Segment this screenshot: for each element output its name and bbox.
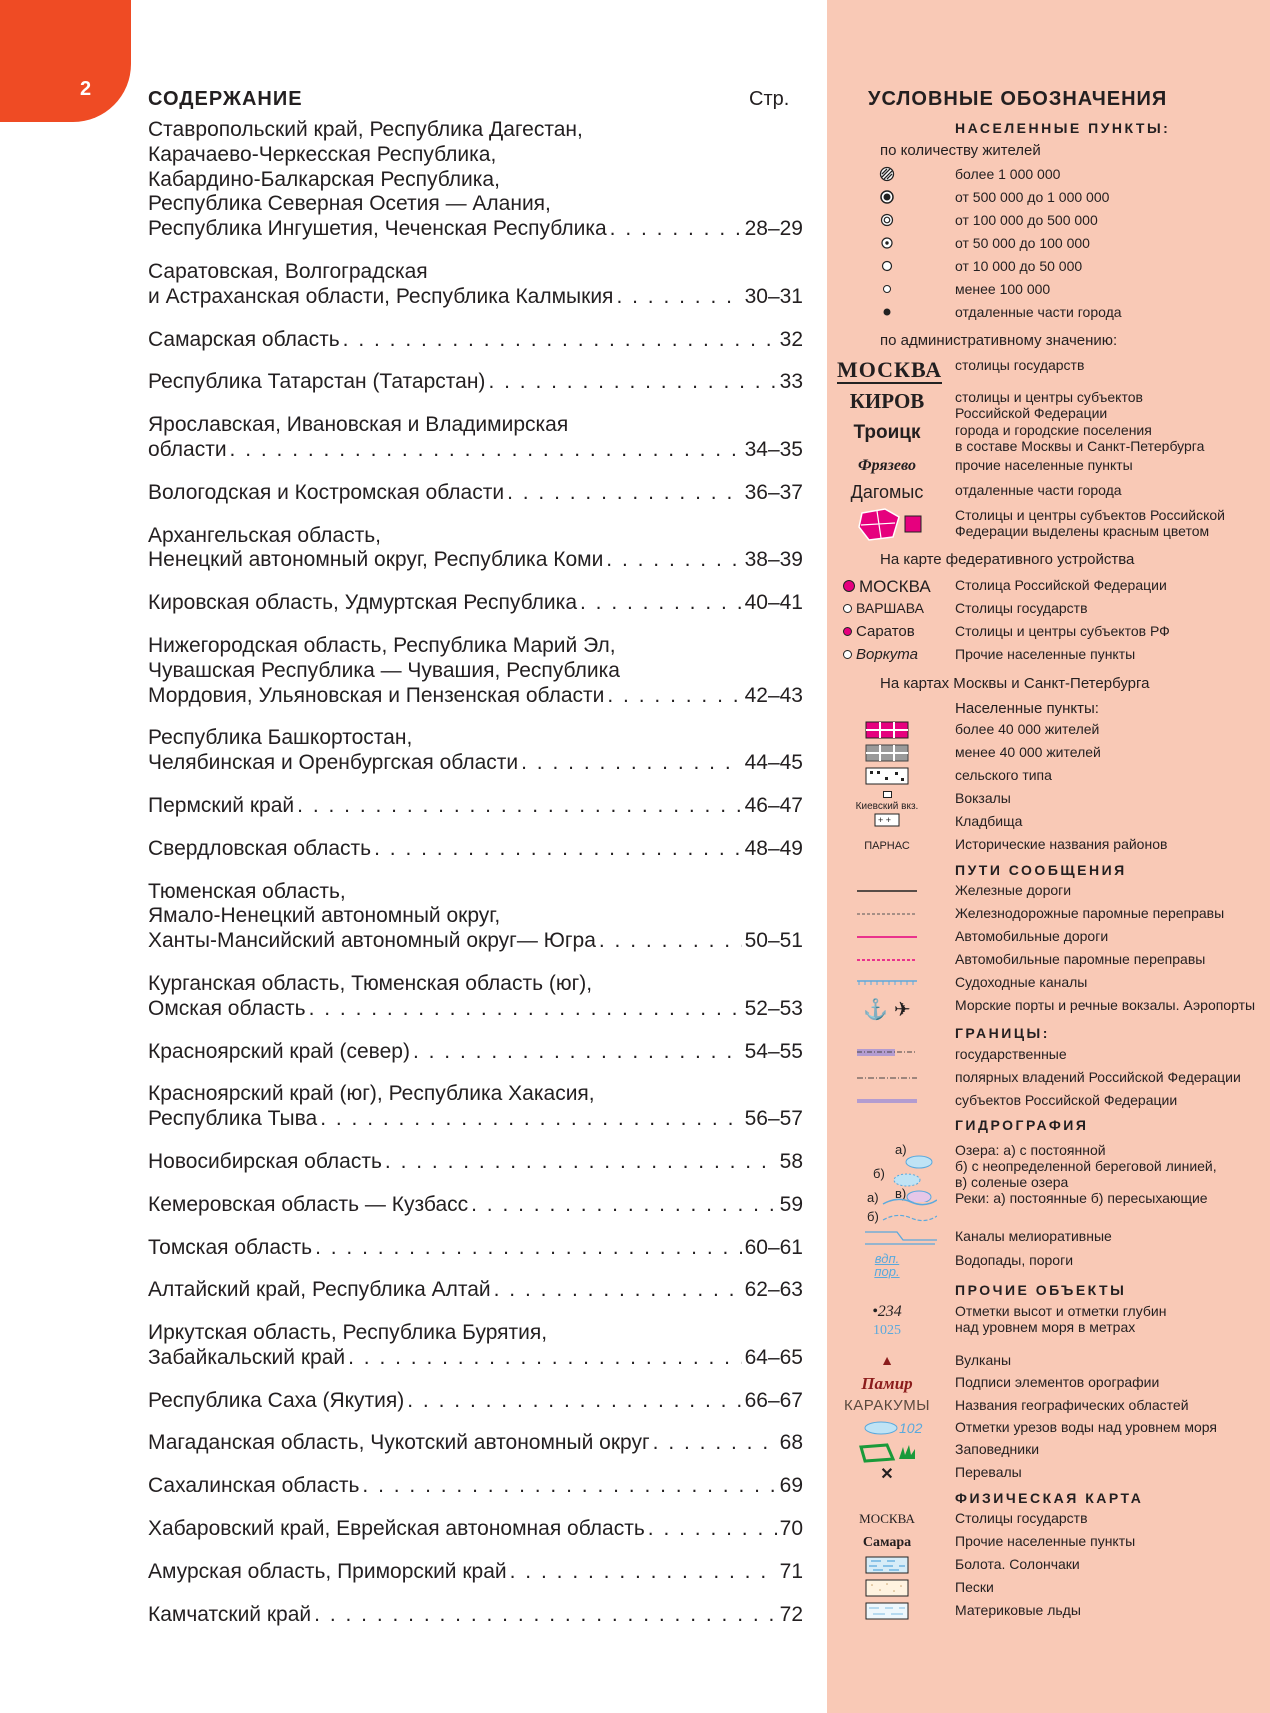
toc-page-number: 64–65 [744, 1345, 803, 1369]
federal-item-text: Столицы государств [955, 600, 1088, 616]
toc-entry-last-line [148, 1107, 803, 1132]
physical-item-symbol: Самара [862, 1535, 912, 1550]
physical-item-text: Прочие населенные пункты [955, 1533, 1136, 1549]
population-subheader: по количеству жителей [880, 142, 1041, 159]
toc-entry-title: Республика Тыва [148, 1107, 318, 1131]
toc-page-number: 59 [779, 1192, 803, 1216]
toc-entry-last-line [148, 1517, 803, 1542]
toc-entry-last-line [148, 1150, 803, 1175]
toc-entry-line: Чувашская Республика — Чувашия, Республика [148, 658, 620, 682]
admin-item-text: прочие населенные пункты [955, 457, 1133, 473]
toc-entry[interactable] [148, 1040, 803, 1065]
toc-entry[interactable] [148, 1321, 803, 1371]
toc-page-number: 54–55 [744, 1039, 803, 1063]
population-item-symbol [837, 304, 937, 325]
moscow-item-text: Исторические названия районов [955, 836, 1168, 852]
moscow-subheader: На картах Москвы и Санкт-Петербурга [880, 675, 1150, 692]
toc-entry-line: Саратовская, Волгоградская [148, 259, 428, 283]
physical-item-text: Пески [955, 1579, 994, 1595]
toc-entry-last-line [148, 1040, 803, 1065]
dot-leader [315, 1236, 742, 1261]
route-item-text: Автомобильные дороги [955, 928, 1109, 944]
toc-entry-title: Томская область [148, 1235, 313, 1259]
dot-leader [297, 794, 741, 819]
lakes-item-text: Озера: а) с постоянной б) с неопределенной береговой линией, в) соленые озера [955, 1142, 1217, 1190]
physical-header: ФИЗИЧЕСКАЯ КАРТА [955, 1490, 1144, 1506]
route-item-text: Железные дороги [955, 882, 1072, 898]
toc-entry-last-line [148, 285, 803, 310]
federal-item-text: Прочие населенные пункты [955, 646, 1136, 662]
toc-entry-title: Ханты-Мансийский автономный округ— Югра [148, 929, 596, 953]
dot-leader [610, 217, 742, 242]
admin-item-text: города и городские поселения в составе Москвы и Санкт-Петербурга [955, 422, 1205, 454]
toc-entry-last-line [148, 548, 803, 573]
dot-leader [507, 481, 742, 506]
toc-entry-last-line [148, 1431, 803, 1456]
hydro-header: ГИДРОГРАФИЯ [955, 1117, 1089, 1133]
toc-page-number: 46–47 [744, 793, 803, 817]
moscow-item-text: Кладбища [955, 813, 1023, 829]
toc-entry-title: Кемеровская область — Кузбасс [148, 1192, 469, 1216]
moscow-item-text: менее 40 000 жителей [955, 744, 1101, 760]
toc-entry-title: Магаданская область, Чукотский автономный округ [148, 1431, 650, 1455]
toc-entry-last-line [148, 1278, 803, 1303]
dot-leader [616, 285, 741, 310]
toc-page-number: 66–67 [744, 1388, 803, 1412]
toc-page-number: 50–51 [744, 929, 803, 953]
toc-entry-last-line [148, 217, 803, 242]
toc-entry-title: Алтайский край, Республика Алтай [148, 1278, 491, 1302]
toc-page-number: 56–57 [744, 1107, 803, 1131]
admin-item-symbol [837, 507, 937, 546]
toc-entry-line: Кабардино-Балкарская Республика, [148, 167, 500, 191]
rivers-item-text: Реки: а) постоянные б) пересыхающие [955, 1190, 1208, 1206]
geo-area-item-symbol: КАРАКУМЫ [844, 1397, 930, 1414]
toc-entry-last-line [148, 997, 803, 1022]
toc-entry-line: Курганская область, Тюменская область (юг), [148, 971, 593, 995]
admin-subheader: по административному значению: [880, 332, 1118, 349]
toc-entry-line: Красноярский край (юг), Республика Хакасия, [148, 1082, 595, 1106]
toc-page-number: 38–39 [744, 548, 803, 572]
toc-entry[interactable] [148, 1389, 803, 1414]
moscow-item-text: Вокзалы [955, 790, 1011, 806]
toc-entry-last-line [148, 1193, 803, 1218]
toc-entry-title: Мордовия, Ульяновская и Пензенская области [148, 683, 605, 707]
toc-page-number: 40–41 [744, 591, 803, 615]
dot-leader [385, 1150, 777, 1175]
physical-item-symbol [837, 1556, 937, 1579]
admin-item-symbol: Дагомыс [850, 482, 924, 502]
border-item-symbol [837, 1069, 937, 1087]
toc-entry[interactable] [148, 726, 803, 776]
dot-leader [606, 548, 741, 573]
admin-item-text: столицы государств [955, 357, 1085, 373]
physical-item-text: Болота. Солончаки [955, 1556, 1080, 1572]
population-item-symbol [837, 212, 937, 233]
route-item-symbol [837, 974, 937, 992]
admin-item-text: Столицы и центры субъектов Российской Федерации выделены красным цветом [955, 507, 1225, 539]
toc-entry[interactable] [148, 972, 803, 1022]
toc-page-number: 44–45 [744, 751, 803, 775]
toc-entry-last-line [148, 751, 803, 776]
falls-item-symbol: вдп. пор. [874, 1251, 900, 1279]
water-level-item-text: Отметки урезов воды над уровнем моря [955, 1419, 1217, 1435]
federal-subheader: На карте федеративного устройства [880, 551, 1135, 568]
population-item-symbol [837, 166, 937, 187]
elevation-item-text: Отметки высот и отметки глубин над уровнем моря в метрах [955, 1303, 1167, 1335]
dot-leader [309, 997, 742, 1022]
dot-leader [343, 328, 777, 353]
physical-item-text: Столицы государств [955, 1510, 1088, 1526]
toc-page-number: 62–63 [744, 1278, 803, 1302]
moscow-item-symbol [837, 813, 937, 832]
dot-leader [648, 1517, 777, 1542]
route-item-text: Судоходные каналы [955, 974, 1088, 990]
dot-leader [510, 1560, 777, 1585]
toc-entry-title: Челябинская и Оренбургская области [148, 751, 519, 775]
toc-entry[interactable] [148, 591, 803, 616]
route-item-symbol [837, 882, 937, 900]
physical-item-symbol: МОСКВА [859, 1511, 915, 1526]
toc-entry[interactable] [148, 328, 803, 353]
routes-header: ПУТИ СООБЩЕНИЯ [955, 862, 1127, 878]
route-item-symbol: ⚓ ✈ [863, 999, 911, 1021]
toc-entry-title: Свердловская область [148, 836, 372, 860]
toc-entry-title: области [148, 437, 227, 461]
toc-entry-title: Вологодская и Костромская области [148, 480, 505, 504]
toc-entry[interactable] [148, 260, 803, 310]
toc-entry-last-line [148, 1603, 803, 1628]
admin-item-symbol: КИРОВ [849, 389, 925, 413]
reserve-item-text: Заповедники [955, 1441, 1040, 1457]
toc-entry-line: Тюменская область, [148, 879, 346, 903]
population-item-text: от 10 000 до 50 000 [955, 258, 1083, 274]
toc-entry[interactable] [148, 1150, 803, 1175]
toc-entry-title: Новосибирская область [148, 1149, 382, 1173]
federal-item-text: Столица Российской Федерации [955, 577, 1167, 593]
route-item-text: Морские порты и речные вокзалы. Аэропорты [955, 997, 1256, 1013]
toc-entry-title: и Астраханская области, Республика Калмыкия [148, 284, 614, 308]
toc-entry-last-line [148, 794, 803, 819]
toc-entry-last-line [148, 1236, 803, 1261]
volcano-item-text: Вулканы [955, 1352, 1012, 1368]
toc-entry-title: Сахалинская область [148, 1474, 360, 1498]
toc-entry-last-line [148, 591, 803, 616]
dot-leader [607, 684, 741, 709]
toc-entry-title: Пермский край [148, 793, 295, 817]
toc-entry[interactable] [148, 1474, 803, 1499]
toc-entry-title: Омская область [148, 996, 306, 1020]
toc-entry[interactable] [148, 1278, 803, 1303]
dot-leader [348, 1346, 741, 1371]
legend-title: УСЛОВНЫЕ ОБОЗНАЧЕНИЯ [868, 88, 1168, 110]
dot-leader [599, 929, 742, 954]
toc-entry[interactable] [148, 1517, 803, 1542]
population-item-text: от 500 000 до 1 000 000 [955, 189, 1110, 205]
border-item-symbol [837, 1092, 937, 1110]
canals-item-text: Каналы мелиоративные [955, 1228, 1112, 1244]
toc-entry-line: Иркутская область, Республика Бурятия, [148, 1321, 548, 1345]
federal-item-symbol: Саратов [843, 623, 943, 641]
route-item-symbol [837, 905, 937, 923]
orography-item-text: Подписи элементов орографии [955, 1374, 1160, 1390]
toc-entry-title: Амурская область, Приморский край [148, 1559, 507, 1583]
dot-leader [471, 1193, 777, 1218]
physical-item-text: Материковые льды [955, 1602, 1081, 1618]
elevation-item-symbol: •234 1025 [872, 1303, 902, 1338]
dot-leader [653, 1431, 777, 1456]
svg-text:в): в) [895, 1186, 907, 1201]
toc-entry-last-line [148, 438, 803, 463]
toc-entry-title: Красноярский край (север) [148, 1039, 410, 1063]
svg-text:а): а) [895, 1142, 907, 1157]
toc-entry-last-line [148, 1474, 803, 1499]
page-tab [0, 0, 131, 122]
moscow-item-symbol [837, 744, 937, 767]
toc-page-header: Стр. [749, 88, 790, 110]
geo-area-item-text: Названия географических областей [955, 1397, 1189, 1413]
border-item-text: субъектов Российской Федерации [955, 1092, 1178, 1108]
population-item-text: менее 100 000 [955, 281, 1051, 297]
toc-entry-last-line [148, 481, 803, 506]
toc-page-number: 58 [779, 1149, 803, 1173]
moscow-item-symbol: ПАРНАС [864, 840, 910, 852]
admin-item-text: отдаленные части города [955, 482, 1122, 498]
settlements-header: НАСЕЛЕННЫЕ ПУНКТЫ: [955, 120, 1171, 136]
toc-entry[interactable] [148, 1236, 803, 1261]
federal-item-symbol: МОСКВА [843, 577, 943, 597]
admin-item-text: столицы и центры субъектов Российской Федерации [955, 389, 1143, 421]
toc-list [148, 118, 803, 1627]
svg-text:102: 102 [899, 1420, 923, 1436]
toc-entry-title: Республика Саха (Якутия) [148, 1388, 405, 1412]
federal-item-text: Столицы и центры субъектов РФ [955, 623, 1170, 639]
canals-item-symbol [837, 1228, 937, 1253]
svg-text:б): б) [873, 1166, 885, 1181]
moscow-item-symbol [837, 767, 937, 790]
dot-leader [320, 1107, 741, 1132]
population-item-text: более 1 000 000 [955, 166, 1061, 182]
toc-entry-last-line [148, 370, 803, 395]
toc-entry[interactable] [148, 370, 803, 395]
volcano-item-symbol: ▲ [880, 1352, 894, 1368]
toc-entry[interactable] [148, 794, 803, 819]
toc-page-number: 34–35 [744, 437, 803, 461]
page-number: 2 [80, 78, 92, 100]
toc-entry-line: Республика Северная Осетия — Алания, [148, 192, 551, 216]
toc-entry-line: Республика Башкортостан, [148, 726, 413, 750]
toc-entry[interactable] [148, 837, 803, 862]
toc-entry[interactable] [148, 1082, 803, 1132]
toc-page-number: 68 [779, 1431, 803, 1455]
toc-entry-line: Архангельская область, [148, 523, 381, 547]
border-item-text: государственные [955, 1046, 1067, 1062]
toc-entry-title: Кировская область, Удмуртская Республика [148, 591, 577, 615]
toc-entry-title: Республика Ингушетия, Чеченская Республика [148, 217, 607, 241]
federal-item-symbol: Воркута [843, 646, 943, 664]
toc-entry-last-line [148, 1389, 803, 1414]
dot-leader [488, 370, 776, 395]
route-item-symbol [837, 928, 937, 946]
toc-entry-line: Ярославская, Ивановская и Владимирская [148, 413, 569, 437]
table-of-contents [148, 84, 803, 1645]
toc-entry[interactable] [148, 118, 803, 242]
moscow-item-text: более 40 000 жителей [955, 721, 1100, 737]
admin-item-symbol: МОСКВА [837, 357, 943, 382]
toc-entry-title: Забайкальский край [148, 1345, 346, 1369]
toc-entry[interactable] [148, 634, 803, 708]
toc-page-number: 71 [779, 1559, 803, 1583]
population-item-text: отдаленные части города [955, 304, 1122, 320]
toc-entry-title: Самарская область [148, 327, 340, 351]
toc-page-number: 48–49 [744, 836, 803, 860]
toc-page-number: 72 [779, 1602, 803, 1626]
toc-entry-title: Хабаровский край, Еврейская автономная область [148, 1517, 645, 1541]
physical-item-symbol [837, 1579, 937, 1602]
toc-entry[interactable] [148, 524, 803, 574]
svg-text:а): а) [867, 1190, 879, 1205]
toc-page-number: 36–37 [744, 480, 803, 504]
toc-entry-title: Республика Татарстан (Татарстан) [148, 370, 486, 394]
borders-header: ГРАНИЦЫ: [955, 1025, 1050, 1041]
svg-text:б): б) [867, 1209, 879, 1224]
dot-leader [580, 591, 742, 616]
pass-item-text: Перевалы [955, 1464, 1022, 1480]
route-item-text: Железнодорожные паромные переправы [955, 905, 1225, 921]
dot-leader [413, 1040, 742, 1065]
toc-entry[interactable] [148, 413, 803, 463]
toc-entry-last-line [148, 328, 803, 353]
dot-leader [374, 837, 741, 862]
toc-page-number: 60–61 [744, 1235, 803, 1259]
admin-item-symbol: Троицк [853, 422, 921, 443]
toc-page-number: 52–53 [744, 996, 803, 1020]
dot-leader [494, 1278, 742, 1303]
admin-item-symbol: Фрязево [858, 457, 916, 474]
toc-entry-last-line [148, 1560, 803, 1585]
dot-leader [407, 1389, 741, 1414]
toc-header [148, 84, 803, 118]
toc-page-number: 70 [779, 1517, 803, 1541]
toc-entry-line: Нижегородская область, Республика Марий Эл, [148, 633, 616, 657]
federal-item-symbol: ВАРШАВА [843, 600, 943, 618]
border-item-symbol [837, 1046, 937, 1064]
population-item-symbol [837, 281, 937, 302]
svg-text:+ +: + + [878, 815, 892, 825]
orography-item-symbol: Памир [861, 1374, 913, 1393]
physical-item-symbol [837, 1602, 937, 1625]
toc-entry-title: Камчатский край [148, 1602, 312, 1626]
toc-entry-line: Карачаево-Черкесская Республика, [148, 142, 497, 166]
water-level-item-symbol [837, 1419, 937, 1442]
other-header: ПРОЧИЕ ОБЪЕКТЫ [955, 1282, 1127, 1298]
toc-entry[interactable] [148, 1603, 803, 1628]
moscow-item-text: сельского типа [955, 767, 1052, 783]
toc-entry[interactable] [148, 481, 803, 506]
border-item-text: полярных владений Российской Федерации [955, 1069, 1241, 1085]
toc-entry-last-line [148, 837, 803, 862]
moscow-item-symbol [837, 721, 937, 744]
toc-entry-last-line [148, 1346, 803, 1371]
dot-leader [230, 438, 742, 463]
dot-leader [362, 1474, 776, 1499]
toc-entry[interactable] [148, 880, 803, 954]
population-item-text: от 50 000 до 100 000 [955, 235, 1090, 251]
toc-entry[interactable] [148, 1560, 803, 1585]
population-item-symbol [837, 258, 937, 279]
toc-page-number: 32 [779, 327, 803, 351]
toc-page-number: 28–29 [744, 217, 803, 241]
moscow-item-symbol: Киевский вкз. [837, 790, 937, 812]
toc-title: СОДЕРЖАНИЕ [148, 88, 303, 110]
toc-entry-last-line [148, 929, 803, 954]
toc-page-number: 30–31 [744, 284, 803, 308]
legend-panel [827, 0, 1270, 1713]
population-item-text: от 100 000 до 500 000 [955, 212, 1098, 228]
toc-entry-line: Ставропольский край, Республика Дагестан, [148, 118, 583, 141]
toc-entry-line: Ямало-Ненецкий автономный округ, [148, 904, 501, 928]
pass-item-symbol: ✕ [880, 1466, 894, 1483]
dot-leader [314, 1603, 776, 1628]
toc-entry-title: Ненецкий автономный округ, Республика Коми [148, 548, 604, 572]
toc-page-number: 42–43 [744, 683, 803, 707]
route-item-symbol [837, 951, 937, 969]
toc-page-number: 69 [779, 1474, 803, 1498]
population-item-symbol [837, 235, 937, 256]
toc-entry-last-line [148, 684, 803, 709]
toc-entry[interactable] [148, 1431, 803, 1456]
dot-leader [521, 751, 741, 776]
toc-entry[interactable] [148, 1193, 803, 1218]
falls-item-text: Водопады, пороги [955, 1252, 1074, 1268]
route-item-text: Автомобильные паромные переправы [955, 951, 1206, 967]
toc-page-number: 33 [779, 370, 803, 394]
population-item-symbol [837, 189, 937, 210]
moscow-subheader-2: Населенные пункты: [955, 700, 1099, 717]
